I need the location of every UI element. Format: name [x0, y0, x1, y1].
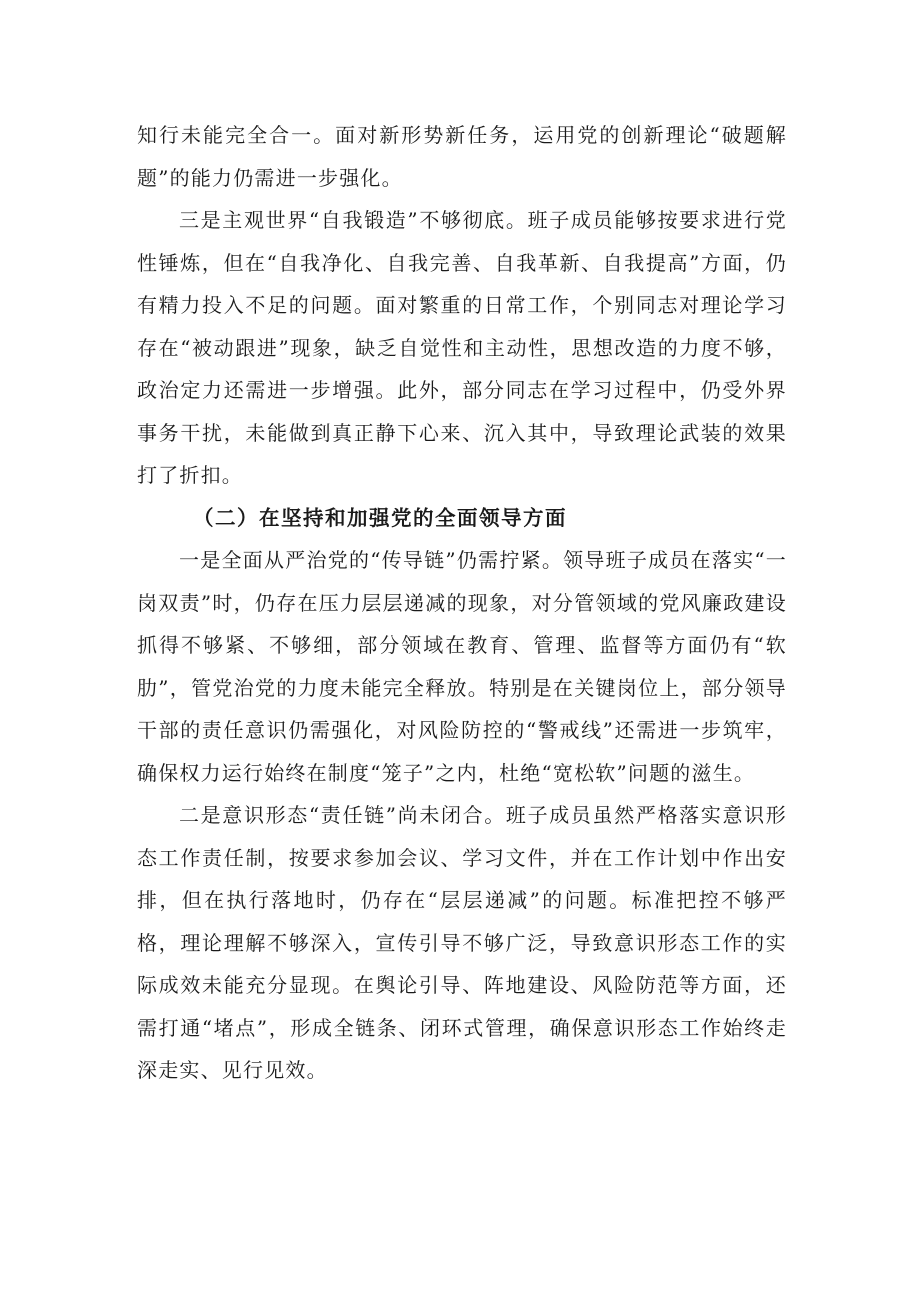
paragraph-responsibility-chain: 一是全面从严治党的“传导链”仍需拧紧。领导班子成员在落实“一岗双责”时，仍存在压力层层递减的现象，对分管领域的党风廉政建设抓得不够紧、不够细，部分领域在教育、管理、监督等方面仍有“软肋”，管党治党的力度未能完全释放。特别是在关键岗位上，部分领导干部的责任意识仍需强化，对风险防控的“警戒线”还需进一步筑牢，确保权力运行始终在制度“笼子”之内，杜绝“宽松软”问题的滋生。 — [137, 548, 787, 785]
paragraph-continuation: 知行未能完全合一。面对新形势新任务，运用党的创新理论“破题解题”的能力仍需进一步强化。 — [137, 123, 787, 190]
document-body — [137, 114, 787, 1092]
section-heading: （二）在坚持和加强党的全面领导方面 — [193, 505, 567, 530]
paragraph-ideology-chain: 二是意识形态“责任链”尚未闭合。班子成员虽然严格落实意识形态工作责任制，按要求参加会议、学习文件，并在工作计划中作出安排，但在执行落地时，仍存在“层层递减”的问题。标准把控不够严格，理论理解不够深入，宣传引导不够广泛，导致意识形态工作的实际成效未能充分显现。在舆论引导、阵地建设、风险防范等方面，还需打通“堵点”，形成全链条、闭环式管理，确保意识形态工作始终走深走实、见行见效。 — [137, 803, 787, 1082]
paragraph-self-forging: 三是主观世界“自我锻造”不够彻底。班子成员能够按要求进行党性锤炼，但在“自我净化、自我完善、自我革新、自我提高”方面，仍有精力投入不足的问题。面对繁重的日常工作，个别同志对理论学习存在“被动跟进”现象，缺乏自觉性和主动性，思想改造的力度不够，政治定力还需进一步增强。此外，部分同志在学习过程中，仍受外界事务干扰，未能做到真正静下心来、沉入其中，导致理论武装的效果打了折扣。 — [137, 208, 787, 487]
